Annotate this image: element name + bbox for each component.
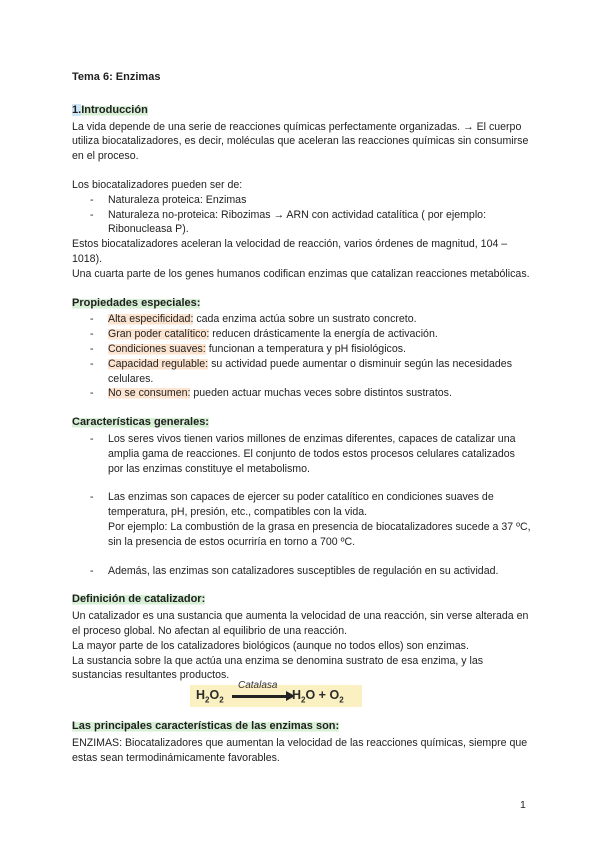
reaction-arrow <box>232 695 290 698</box>
dash-bullet: - <box>90 313 94 326</box>
list-item: - Condiciones suaves: funcionan a temperatura y pH fisiológicos. <box>90 342 406 355</box>
intro-paragraph-4: Una cuarta parte de los genes humanos codifican enzimas que catalizan reacciones metabólicas. <box>72 267 530 280</box>
definicion-paragraph-1: Un catalizador es una sustancia que aumenta la velocidad de una reacción, sin verse alterada en el proceso global. No afectan al equilibrio de una reacción. <box>72 610 529 637</box>
term: Gran poder catalítico: <box>108 328 210 341</box>
reaction-equation <box>72 680 532 713</box>
catalyst-label: Catalasa <box>238 680 278 692</box>
dash-bullet: - <box>90 208 94 221</box>
list-item: - Gran poder catalítico: reducen drásticamente la energía de activación. <box>90 328 438 341</box>
term: Alta especificidad: <box>108 313 194 326</box>
term: No se consumen: <box>108 387 191 400</box>
list-item: - Alta especificidad: cada enzima actúa sobre un sustrato concreto. <box>90 313 417 326</box>
reactant-h2o2: $H_2O_2$ <box>196 688 224 705</box>
term: Capacidad regulable: <box>108 357 209 370</box>
definicion-paragraph-2: La mayor parte de los catalizadores biológicos (aunque no todos ellos) son enzimas. <box>72 639 469 652</box>
principales-heading: Las principales características de las enzimas son: <box>72 720 340 733</box>
list-item: - No se consumen: pueden actuar muchas veces sobre distintos sustratos. <box>90 387 452 400</box>
propiedades-heading: Propiedades especiales: <box>72 296 201 309</box>
propiedades-list <box>72 312 532 401</box>
definicion-heading: Definición de catalizador: <box>72 593 206 606</box>
intro-paragraph-1: La vida depende de una serie de reacciones químicas perfectamente organizadas. → El cuerpo utiliza biocatalizadores, es decir, moléculas que aceleran las reacciones químicas sin consumirse en el proceso. <box>72 120 529 163</box>
caracteristicas-heading: Características generales: <box>72 416 209 429</box>
biocatalyst-list <box>72 193 532 237</box>
list-item: - Las enzimas son capaces de ejercer su poder catalítico en condiciones suaves de temperatura, pH, presión, etc., compatibles con la vida. Por ejemplo: La combustión de la grasa en presencia de biocatalizadores sucede a 37 ºC, sin la presencia de estos ocurriría en torno a 700 ºC. <box>90 491 531 548</box>
example-text: Por ejemplo: La combustión de la grasa en presencia de biocatalizadores sucede a 37 ºC, sin la presencia de estos ocurriría en torno a 700 ºC. <box>108 520 531 548</box>
caracteristicas-list <box>72 432 532 476</box>
dash-bullet: - <box>90 387 94 400</box>
caracteristicas-list-3 <box>72 564 532 579</box>
dash-bullet: - <box>90 564 94 577</box>
intro-paragraph-2: Los biocatalizadores pueden ser de: <box>72 178 243 191</box>
list-item: - Los seres vivos tienen varios millones de enzimas diferentes, capaces de catalizar una amplia gama de reacciones. El conjunto de todos estos procesos celulares catalizados por las enzimas constituye el metabolismo. <box>90 432 516 475</box>
intro-heading-number: 1. <box>72 103 82 116</box>
dash-bullet: - <box>90 193 94 206</box>
caracteristicas-list-2 <box>72 490 532 549</box>
dash-bullet: - <box>90 342 94 355</box>
intro-paragraph-3: Estos biocatalizadores aceleran la velocidad de reacción, varios órdenes de magnitud, 104 – 1018). <box>72 238 508 265</box>
document-title: Tema 6: Enzimas <box>72 71 161 83</box>
products: $H_2O + O_2$ <box>292 688 344 705</box>
intro-heading-text: Introducción <box>81 103 148 116</box>
dash-bullet: - <box>90 491 94 504</box>
list-item: - Además, las enzimas son catalizadores susceptibles de regulación en su actividad. <box>90 564 499 577</box>
term: Condiciones suaves: <box>108 342 206 355</box>
list-item: - Capacidad regulable: su actividad puede aumentar o disminuir según las necesidades celulares. <box>90 357 512 385</box>
list-item: - Naturaleza no-proteica: Ribozimas → ARN con actividad catalítica ( por ejemplo: Ribonucleasa P). <box>90 208 487 236</box>
definicion-paragraph-3: La sustancia sobre la que actúa una enzima se denomina sustrato de esa enzima, y las sustancias resultantes productos. <box>72 654 484 682</box>
document-body <box>72 70 532 765</box>
dash-bullet: - <box>90 432 94 445</box>
intro-heading <box>72 103 532 118</box>
list-item: - Naturaleza proteica: Enzimas <box>90 193 247 206</box>
principales-paragraph: ENZIMAS: Biocatalizadores que aumentan la velocidad de las reacciones químicas, siempre que estas sean termodinámicamente favorables. <box>72 736 528 764</box>
page-number: 1 <box>520 799 526 811</box>
dash-bullet: - <box>90 357 94 370</box>
dash-bullet: - <box>90 328 94 341</box>
